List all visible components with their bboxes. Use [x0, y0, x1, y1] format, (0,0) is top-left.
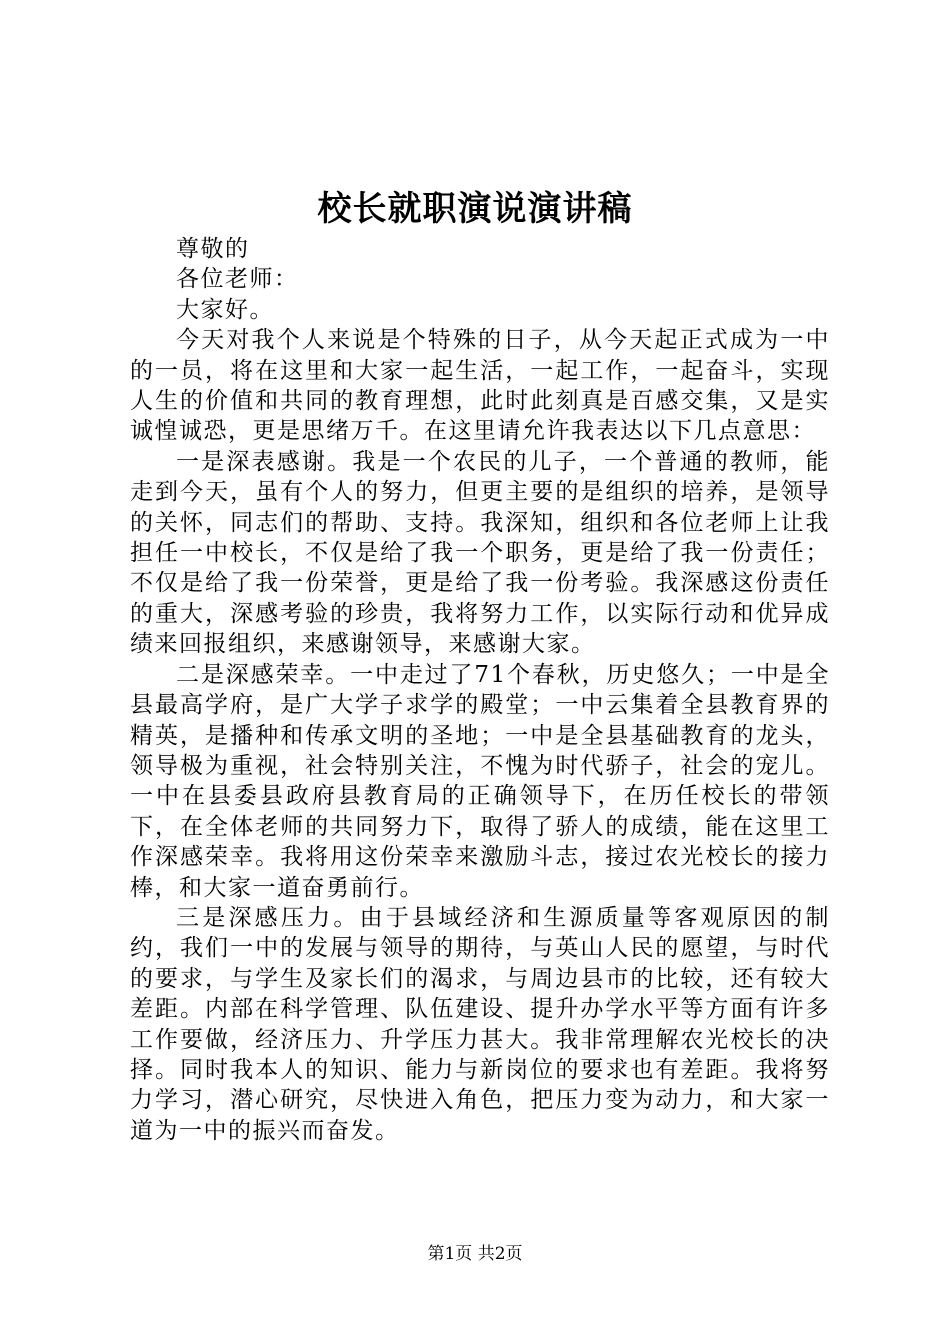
document-title: 校长就职演说演讲稿: [317, 189, 633, 229]
salutation-line-2: 各位老师：: [176, 266, 299, 293]
document-body: [130, 234, 830, 1146]
point-two-paragraph: 二是深感荣幸。一中走过了71个春秋，历史悠久；一中是全县最高学府，是广大学子求学的殿堂；一中云集着全县教育界的精英，是播种和传承文明的圣地；一中是全县基础教育的龙头，领导极为重视，社会特别关注，不愧为时代骄子，社会的宠儿。一中在县委县政府县教育局的正确领导下，在历任校长的带领下，在全体老师的共同努力下，取得了骄人的成绩，能在这里工作深感荣幸。我将用这份荣幸来激励斗志，接过农光校长的接力棒，和大家一道奋勇前行。: [130, 661, 830, 901]
intro-paragraph: 今天对我个人来说是个特殊的日子，从今天起正式成为一中的一员，将在这里和大家一起生活，一起工作，一起奋斗，实现人生的价值和共同的教育理想，此时此刻真是百感交集，又是实诚惶诚恐，更是思绪万千。在这里请允许我表达以下几点意思：: [130, 327, 830, 445]
salutation-line-1: 尊敬的: [176, 236, 250, 262]
page-footer: 第1页 共2页: [427, 1244, 523, 1264]
point-one-paragraph: 一是深表感谢。我是一个农民的儿子，一个普通的教师，能走到今天，虽有个人的努力，但更主要的是组织的培养，是领导的关怀，同志们的帮助、支持。我深知，组织和各位老师上让我担任一中校长，不仅是给了我一个职务，更是给了我一份责任；不仅是给了我一份荣誉，更是给了我一份考验。我深感这份责任的重大，深感考验的珍贵，我将努力工作，以实际行动和优异成绩来回报组织，来感谢领导，来感谢大家。: [130, 448, 830, 658]
point-three-paragraph: 三是深感压力。由于县域经济和生源质量等客观原因的制约，我们一中的发展与领导的期待，与英山人民的愿望，与时代的要求，与学生及家长们的渴求，与周边县市的比较，还有较大差距。内部在科学管理、队伍建设、提升办学水平等方面有许多工作要做，经济压力、升学压力甚大。我非常理解农光校长的决择。同时我本人的知识、能力与新岗位的要求也有差距。我将努力学习，潜心研究，尽快进入角色，把压力变为动力，和大家一道为一中的振兴而奋发。: [130, 904, 830, 1144]
greeting-line: 大家好。: [176, 296, 274, 323]
